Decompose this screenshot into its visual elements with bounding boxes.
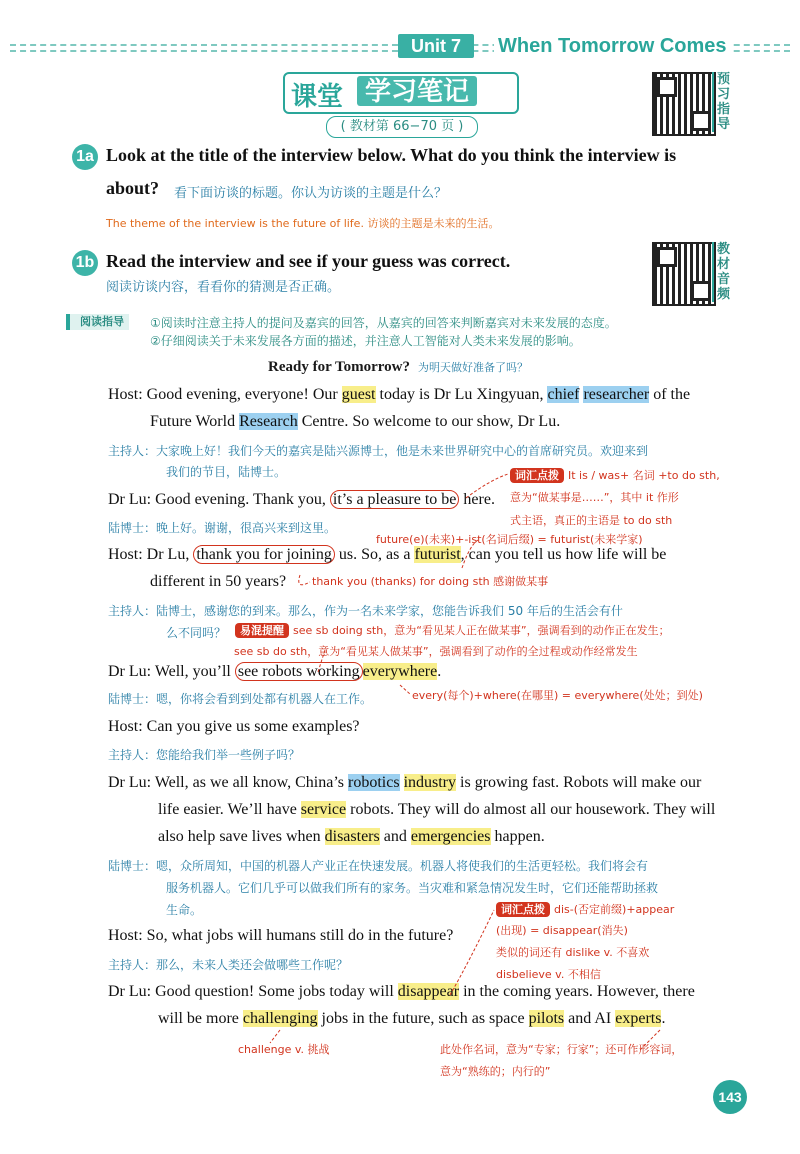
text: today is Dr Lu Xingyuan, <box>375 386 548 403</box>
highlight-word: challenging <box>242 1010 318 1027</box>
reading-title-en: Ready for Tomorrow? <box>268 359 410 375</box>
confuse-tag: 易混提醒 <box>235 623 289 638</box>
leader-line <box>450 910 494 995</box>
highlight-word: robotics <box>348 774 400 791</box>
highlight-word: pilots <box>528 1010 565 1027</box>
text: life easier. We’ll have <box>158 801 301 818</box>
text: Future World <box>150 413 240 430</box>
qr-label-char: 频 <box>717 287 731 302</box>
highlight-word: disasters <box>324 828 380 845</box>
annotation-note: disbelieve v. 不相信 <box>496 968 601 981</box>
qr-label-char: 预 <box>717 72 731 87</box>
highlight-word: Research <box>239 413 298 430</box>
vocab-tag: 词汇点拨 <box>496 902 550 917</box>
text: Host: Good evening, everyone! Our <box>108 386 342 403</box>
highlight-word: everywhere <box>362 663 438 680</box>
text: is growing fast. Robots will make our <box>456 774 702 791</box>
task-1a-answer: The theme of the interview is the future of life. 访谈的主题是未来的生活。 <box>106 217 500 230</box>
translation-line: 主持人：那么，未来人类还会做哪些工作呢？ <box>108 958 349 972</box>
annotation-note: challenge v. 挑战 <box>238 1043 330 1056</box>
translation-line: 主持人：陆博士，感谢您的到来。那么，作为一名未来学家，您能告诉我们 50 年后的生活会有什 <box>108 604 623 618</box>
leader-line <box>400 685 410 694</box>
text: , can you tell us how life will be <box>460 546 667 563</box>
highlight-word: guest <box>341 386 376 403</box>
unit-badge: Unit 7 <box>398 34 474 58</box>
annotation-note: (出现) = disappear(消失) <box>496 924 628 937</box>
reading-guide-line1: ①阅读时注意主持人的提问及嘉宾的回答，从嘉宾的回答来判断嘉宾对未来发展的态度。 <box>150 316 617 330</box>
task-badge-1a: 1a <box>72 144 98 170</box>
text: us. So, as a <box>334 546 415 563</box>
dialogue-line: Host: Can you give us some examples? <box>108 718 360 735</box>
qr-label-char: 教 <box>717 242 731 257</box>
textbook-reference: ( 教材第 66−70 页 ) <box>326 116 478 138</box>
annotation-note: thank you (thanks) for doing sth 感谢做某事 <box>312 575 549 588</box>
dialogue-line: Host: So, what jobs will humans still do in the future? <box>108 927 454 944</box>
page-number: 143 <box>713 1080 747 1114</box>
annotation-note: see sb do sth，意为“看见某人做某事”，强调看到了动作的全过程或动作经常发生 <box>234 645 638 658</box>
text: Dr Lu: Well, you’ll <box>108 663 235 680</box>
text: Centre. So welcome to our show, Dr Lu. <box>297 413 561 430</box>
qr-label-char: 习 <box>717 87 731 102</box>
text: here. <box>459 491 495 508</box>
circled-phrase: see robots working <box>235 662 363 681</box>
leader-line <box>466 474 508 498</box>
highlight-word: researcher <box>583 386 650 403</box>
vocab-tag: 词汇点拨 <box>510 468 564 483</box>
dialogue-line: different in 50 years? <box>150 573 287 590</box>
text: of the <box>649 386 691 403</box>
highlight-word: chief <box>547 386 580 403</box>
annotation-note: 式主语，真正的主语是 to do sth <box>510 514 673 527</box>
qr-label-char: 指 <box>717 102 731 117</box>
translation-line: 生命。 <box>166 903 203 917</box>
task-1a-chinese: 看下面访谈的标题。你认为访谈的主题是什么？ <box>174 186 448 201</box>
annotation-note: every(每个)+where(在哪里) = everywhere(处处；到处) <box>412 689 703 702</box>
highlight-word: emergencies <box>410 828 491 845</box>
text: dis-(否定前缀)+appear <box>554 903 675 916</box>
text: in the coming years. However, there <box>459 983 695 1000</box>
leader-line <box>640 1030 660 1050</box>
annotation-note: 此处作名词，意为“专家；行家”；还可作形容词， <box>440 1043 683 1056</box>
annotation-note: 意为“做某事是……”，其中 it 作形 <box>510 491 679 504</box>
leader-line <box>299 575 310 585</box>
translation-line: 陆博士：嗯，你将会看到到处都有机器人在工作。 <box>108 692 373 706</box>
highlight-word: futurist <box>414 546 461 563</box>
translation-line: 主持人：您能给我们举一些例子吗？ <box>108 748 301 762</box>
text: see sb doing sth，意为“看见某人正在做某事”，强调看到的动作正在发生； <box>293 624 670 637</box>
text: Host: Dr Lu, <box>108 546 194 563</box>
reading-title-cn: 为明天做好准备了吗？ <box>417 361 528 374</box>
text: will be more <box>158 1010 243 1027</box>
translation-line: 主持人：大家晚上好！我们今天的嘉宾是陆兴源博士，他是未来世界研究中心的首席研究员。欢迎来到 <box>108 444 649 458</box>
text: . <box>661 1010 666 1027</box>
task-1b-heading: Read the interview and see if your guess was correct. <box>106 251 511 271</box>
qr-label-char: 导 <box>717 117 731 132</box>
translation-line: 么不同吗？ <box>166 626 227 640</box>
annotation-note: 类似的词还有 dislike v. 不喜欢 <box>496 946 650 959</box>
circled-phrase: it’s a pleasure to be <box>330 490 460 509</box>
text: Dr Lu: Well, as we all know, China’s <box>108 774 349 791</box>
text: and <box>379 828 411 845</box>
text: It is / was+ 名词 +to do sth, <box>568 469 720 482</box>
leader-line <box>270 1030 280 1043</box>
annotation-note: 意为“熟练的；内行的” <box>440 1065 551 1078</box>
title-part-a: 课堂 <box>291 81 344 111</box>
reading-guide-tag: 阅读指导 <box>66 314 129 330</box>
circled-phrase: thank you for joining <box>193 545 335 564</box>
text: . <box>437 663 442 680</box>
translation-line: 陆博士：晚上好。谢谢，很高兴来到这里。 <box>108 521 337 535</box>
text: jobs in the future, such as space <box>317 1010 529 1027</box>
text: Dr Lu: Good question! Some jobs today will <box>108 983 398 1000</box>
highlight-word: disappear <box>397 983 460 1000</box>
task-1a-heading-line2: about? <box>106 178 160 198</box>
highlight-word: industry <box>403 774 457 791</box>
highlight-word: service <box>300 801 347 818</box>
reading-guide-line2: ②仔细阅读关于未来发展各方面的描述，并注意人工智能对人类未来发展的影响。 <box>150 334 581 348</box>
qr-label-char: 音 <box>717 272 731 287</box>
highlight-word: experts <box>615 1010 662 1027</box>
leader-line <box>462 540 478 568</box>
title-part-b: 学习笔记 <box>357 76 477 106</box>
task-1a-heading-line1: Look at the title of the interview below. What do you think the interview is <box>106 145 677 165</box>
text: happen. <box>490 828 545 845</box>
unit-title: When Tomorrow Comes <box>494 34 731 58</box>
text: Dr Lu: Good evening. Thank you, <box>108 491 330 508</box>
task-badge-1b: 1b <box>72 250 98 276</box>
text: and AI <box>564 1010 616 1027</box>
text: also help save lives when <box>158 828 325 845</box>
annotation-note: future(e)(未来)+-ist(名词后缀) = futurist(未来学家) <box>376 533 643 546</box>
translation-line: 我们的节目，陆博士。 <box>166 465 287 479</box>
task-1b-chinese: 阅读访谈内容，看看你的猜测是否正确。 <box>106 280 341 295</box>
translation-line: 陆博士：嗯，众所周知，中国的机器人产业正在快速发展。机器人将使我们的生活更轻松。我们将会有 <box>108 859 649 873</box>
qr-label-char: 材 <box>717 257 731 272</box>
text: robots. They will do almost all our housework. They will <box>346 801 716 818</box>
translation-line: 服务机器人。它们几乎可以做我们所有的家务。当灾难和紧急情况发生时，它们还能帮助拯救 <box>166 881 659 895</box>
leader-line <box>318 650 325 672</box>
